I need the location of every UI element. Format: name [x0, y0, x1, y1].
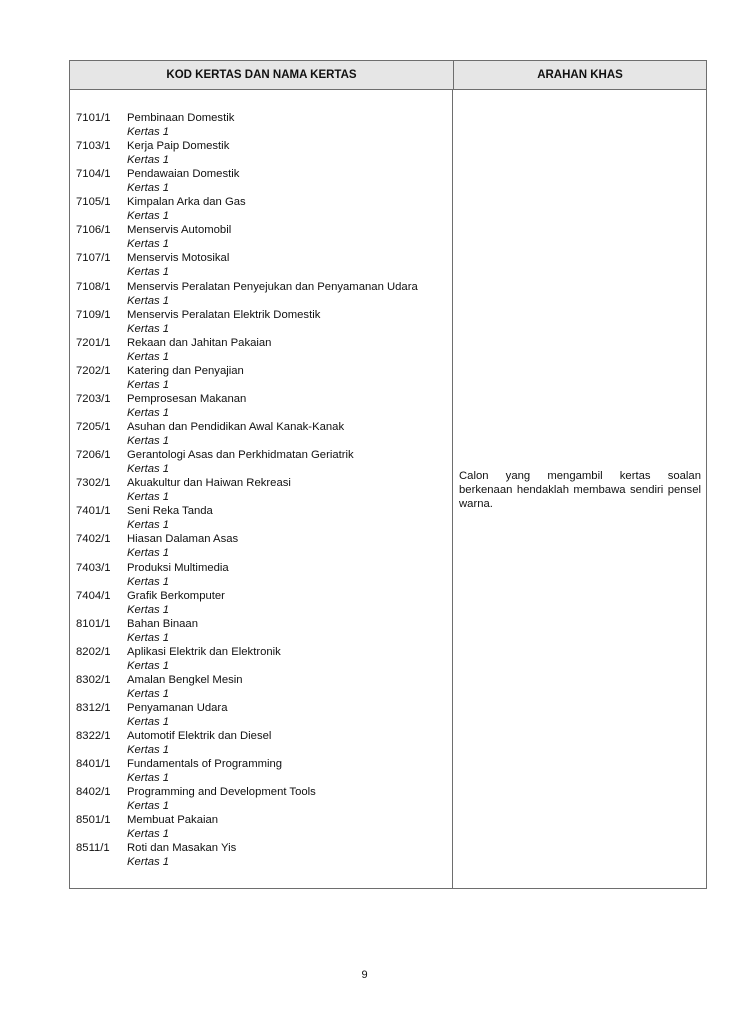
- paper-code: 8401/1: [76, 758, 111, 771]
- paper-code: 7109/1: [76, 308, 111, 321]
- paper-number-label: Kertas 1: [127, 463, 170, 476]
- paper-code: 8501/1: [76, 814, 111, 827]
- paper-number-label: Kertas 1: [127, 126, 170, 138]
- paper-number-label: Kertas 1: [127, 519, 170, 532]
- paper-number-label: Kertas 1: [127, 547, 170, 560]
- paper-number-label: Kertas 1: [127, 322, 170, 335]
- paper-code: 7302/1: [76, 477, 111, 490]
- paper-name: Roti dan Masakan Yis: [127, 842, 237, 855]
- paper-name: Grafik Berkomputer: [127, 589, 225, 602]
- paper-number-label: Kertas 1: [127, 435, 170, 448]
- paper-entry: [76, 448, 452, 476]
- paper-entry: [76, 561, 452, 589]
- paper-name: Pendawaian Domestik: [127, 168, 240, 181]
- paper-name: Penyamanan Udara: [127, 701, 228, 714]
- paper-entry: [76, 167, 452, 195]
- paper-entry: [76, 504, 452, 532]
- paper-code: 8302/1: [76, 673, 111, 686]
- paper-code: 7403/1: [76, 561, 111, 574]
- paper-name: Automotif Elektrik dan Diesel: [127, 730, 272, 743]
- paper-name: Seni Reka Tanda: [127, 505, 213, 518]
- paper-number-label: Kertas 1: [127, 491, 170, 504]
- paper-name: Menservis Motosikal: [127, 252, 230, 265]
- paper-entry: [76, 532, 452, 560]
- paper-entry: [76, 364, 452, 392]
- header-special-instructions: ARAHAN KHAS: [453, 61, 706, 89]
- paper-number-label: Kertas 1: [127, 294, 170, 307]
- special-instruction-text: Calon yang mengambil kertas soalan berkenaan hendaklah membawa sendiri pensel warna.: [459, 470, 701, 510]
- paper-name: Bahan Binaan: [127, 617, 198, 630]
- paper-entry: [76, 476, 452, 504]
- paper-code: 7203/1: [76, 392, 111, 405]
- paper-entry: [76, 813, 452, 841]
- paper-number-label: Kertas 1: [127, 828, 170, 841]
- paper-name: Pemprosesan Makanan: [127, 392, 247, 405]
- paper-entry: [76, 729, 452, 757]
- paper-entry: [76, 336, 452, 364]
- paper-entry: [76, 308, 452, 336]
- paper-name: Hiasan Dalaman Asas: [127, 533, 239, 546]
- page-number: 9: [361, 969, 368, 981]
- paper-entry: [76, 139, 452, 167]
- paper-name: Gerantologi Asas dan Perkhidmatan Geriatrik: [127, 449, 354, 462]
- paper-entry: [76, 673, 452, 701]
- paper-code: 7401/1: [76, 505, 111, 518]
- paper-entry: [76, 195, 452, 223]
- paper-code: 7104/1: [76, 168, 111, 181]
- paper-entry: [76, 757, 452, 785]
- paper-table: [69, 60, 707, 889]
- paper-entry: [76, 251, 452, 279]
- paper-entry: [76, 420, 452, 448]
- paper-code: 7205/1: [76, 421, 111, 434]
- paper-code: 7105/1: [76, 196, 111, 209]
- paper-name: Rekaan dan Jahitan Pakaian: [127, 336, 272, 349]
- paper-number-label: Kertas 1: [127, 715, 170, 728]
- paper-number-label: Kertas 1: [127, 687, 170, 700]
- paper-code: 7404/1: [76, 589, 111, 602]
- paper-code: 7202/1: [76, 364, 111, 377]
- paper-entry: [76, 392, 452, 420]
- paper-code: 7402/1: [76, 533, 111, 546]
- paper-number-label: Kertas 1: [127, 575, 170, 588]
- paper-number-label: Kertas 1: [127, 603, 170, 616]
- paper-name: Kimpalan Arka dan Gas: [127, 196, 246, 209]
- table-header: [70, 61, 706, 90]
- paper-entry: [76, 223, 452, 251]
- paper-entry: [76, 701, 452, 729]
- paper-code: 7206/1: [76, 449, 111, 462]
- paper-number-label: Kertas 1: [127, 182, 170, 195]
- paper-name: Katering dan Penyajian: [127, 364, 244, 377]
- paper-entry: [76, 841, 452, 869]
- paper-name: Produksi Multimedia: [127, 561, 229, 574]
- paper-number-label: Kertas 1: [127, 266, 170, 279]
- paper-entry: [76, 589, 452, 617]
- paper-number-label: Kertas 1: [127, 800, 170, 813]
- paper-name: Amalan Bengkel Mesin: [127, 673, 243, 686]
- paper-code: 7201/1: [76, 336, 111, 349]
- paper-name: Menservis Automobil: [127, 224, 232, 237]
- paper-code: 8322/1: [76, 730, 111, 743]
- paper-number-label: Kertas 1: [127, 772, 170, 785]
- paper-code: 7103/1: [76, 140, 111, 153]
- paper-number-label: Kertas 1: [127, 210, 170, 223]
- paper-name: Menservis Peralatan Penyejukan dan Penyamanan Udara: [127, 280, 418, 293]
- paper-name: Menservis Peralatan Elektrik Domestik: [127, 308, 321, 321]
- paper-entry: [76, 645, 452, 673]
- paper-number-label: Kertas 1: [127, 154, 170, 167]
- paper-name: Aplikasi Elektrik dan Elektronik: [127, 645, 281, 658]
- paper-entry: [76, 280, 452, 308]
- paper-code: 7108/1: [76, 280, 111, 293]
- paper-number-label: Kertas 1: [127, 350, 170, 363]
- paper-code: 7101/1: [76, 112, 111, 124]
- paper-name: Membuat Pakaian: [127, 814, 219, 827]
- header-paper-code-name: KOD KERTAS DAN NAMA KERTAS: [166, 69, 357, 81]
- paper-name: Kerja Paip Domestik: [127, 140, 230, 153]
- paper-number-label: Kertas 1: [127, 659, 170, 672]
- paper-name: Asuhan dan Pendidikan Awal Kanak-Kanak: [127, 421, 345, 434]
- paper-name: Akuakultur dan Haiwan Rekreasi: [127, 477, 291, 490]
- paper-list: [76, 111, 452, 870]
- paper-number-label: Kertas 1: [127, 856, 170, 869]
- paper-number-label: Kertas 1: [127, 744, 170, 757]
- paper-number-label: Kertas 1: [127, 406, 170, 419]
- paper-name: Pembinaan Domestik: [127, 112, 235, 124]
- paper-entry: [76, 785, 452, 813]
- paper-number-label: Kertas 1: [127, 238, 170, 251]
- column-divider: [452, 90, 453, 888]
- paper-code: 8312/1: [76, 701, 111, 714]
- paper-code: 8101/1: [76, 617, 111, 630]
- paper-entry: [76, 111, 452, 139]
- paper-entry: [76, 617, 452, 645]
- paper-code: 7107/1: [76, 252, 111, 265]
- paper-code: 8511/1: [76, 842, 110, 855]
- paper-code: 8402/1: [76, 786, 111, 799]
- paper-code: 8202/1: [76, 645, 111, 658]
- paper-name: Programming and Development Tools: [127, 786, 316, 799]
- paper-number-label: Kertas 1: [127, 631, 170, 644]
- paper-number-label: Kertas 1: [127, 378, 170, 391]
- paper-name: Fundamentals of Programming: [127, 758, 283, 771]
- paper-code: 7106/1: [76, 224, 111, 237]
